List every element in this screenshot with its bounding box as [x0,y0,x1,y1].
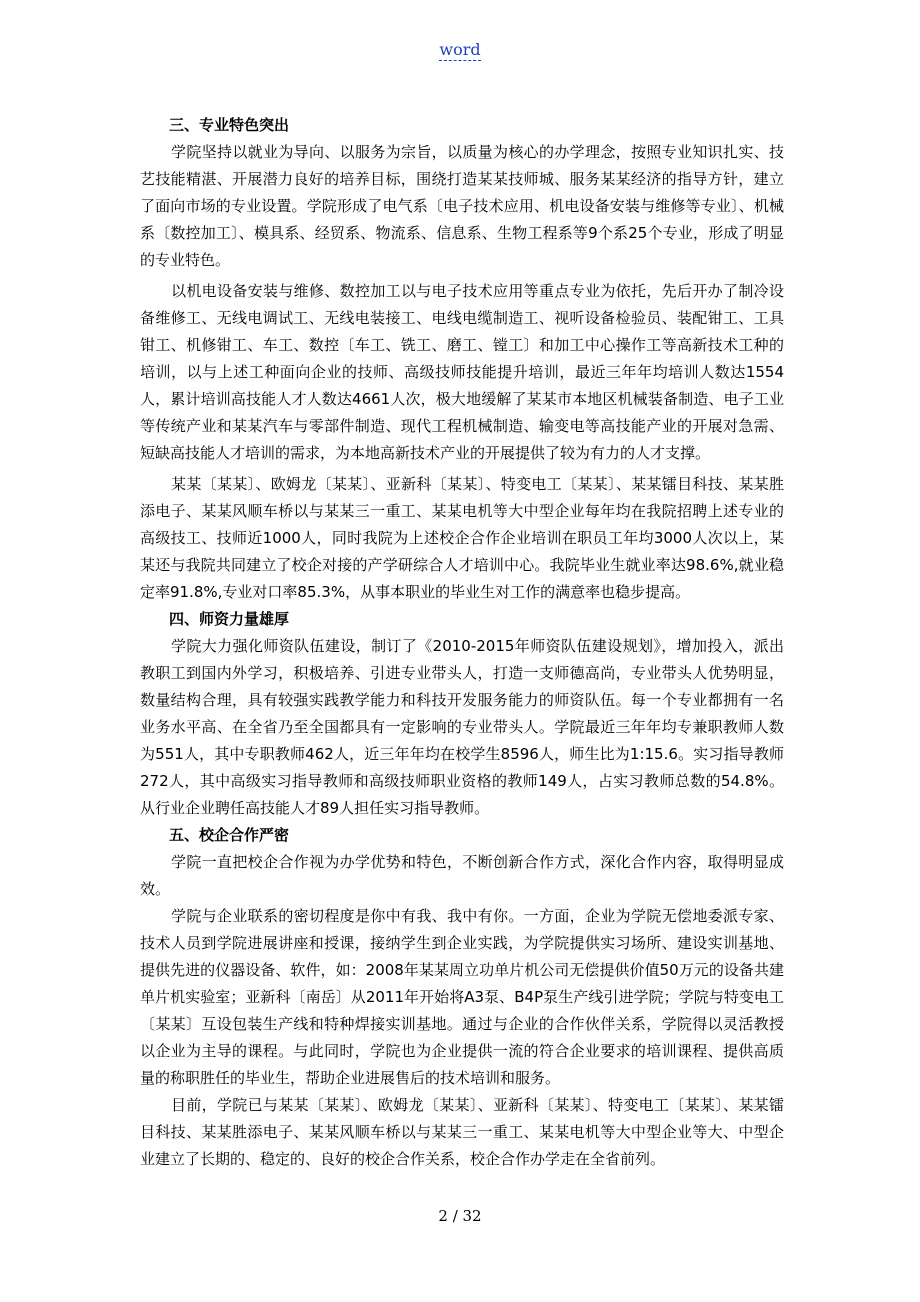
document-body [140,112,784,1173]
section-3 [140,112,784,606]
section-heading: 四、师资力量雄厚 [169,610,290,628]
page-header [0,40,920,59]
paragraph: 目前，学院已与某某〔某某〕、欧姆龙〔某某〕、亚新科〔某某〕、特变电工〔某某〕、某某镭目科技、某某胜添电子、某某风顺车桥以与某某三一重工、某某电机等大中型企业等大、中型企业建立了长期的、稳定的、良好的校企合作关系，校企合作办学走在全省前列。 [140,1096,784,1168]
page-footer [0,1207,920,1225]
header-link[interactable]: word [439,40,481,59]
section-4 [140,606,784,822]
total-pages: 32 [462,1207,482,1225]
page-separator: / [447,1207,463,1225]
page-number: 2 [438,1207,448,1225]
paragraph: 以机电设备安装与维修、数控加工以与电子技术应用等重点专业为依托，先后开办了制冷设备维修工、无线电调试工、无线电装接工、电线电缆制造工、视听设备检验员、装配钳工、工具钳工、机修钳工、车工、数控〔车工、铣工、磨工、镗工〕和加工中心操作工等高新技术工种的培训，以与上述工种面向企业的技师、高级技师技能提升培训，最近三年年均培训人数达1554人，累计培训高技能人才人数达4661人次，极大地缓解了某某市本地区机械装备制造、电子工业等传统产业和某某汽车与零部件制造、现代工程机械制造、输变电等高技能产业的开展对急需、短缺高技能人才培训的需求，为本地高新技术产业的开展提供了较为有力的人才支撑。 [140,282,784,462]
section-heading: 三、专业特色突出 [169,116,290,134]
paragraph: 学院大力强化师资队伍建设，制订了《2010-2015年师资队伍建设规划》，增加投入，派出教职工到国内外学习，积极培养、引进专业带头人，打造一支师德高尚，专业带头人优势明显，数量结构合理，具有较强实践教学能力和科技开发服务能力的师资队伍。每一个专业都拥有一名业务水平高、在全省乃至全国都具有一定影响的专业带头人。学院最近三年年均专兼职教师人数为551人，其中专职教师462人，近三年年均在校学生8596人，师生比为1:15.6。实习指导教师272人，其中高级实习指导教师和高级技师职业资格的教师149人，占实习教师总数的54.8%。从行业企业聘任高技能人才89人担任实习指导教师。 [140,637,784,817]
section-5 [140,822,784,1173]
paragraph: 学院坚持以就业为导向、以服务为宗旨，以质量为核心的办学理念，按照专业知识扎实、技艺技能精湛、开展潜力良好的培养目标，围绕打造某某技师城、服务某某经济的指导方针，建立了面向市场的专业设置。学院形成了电气系〔电子技术应用、机电设备安装与维修等专业〕、机械系〔数控加工〕、模具系、经贸系、物流系、信息系、生物工程系等9个系25个专业，形成了明显的专业特色。 [140,143,784,269]
paragraph: 学院与企业联系的密切程度是你中有我、我中有你。一方面，企业为学院无偿地委派专家、技术人员到学院进展讲座和授课，接纳学生到企业实践，为学院提供实习场所、建设实训基地、提供先进的仪器设备、软件，如：2008年某某周立功单片机公司无偿提供价值50万元的设备共建单片机实验室；亚新科〔南岳〕从2011年开始将A3泵、B4P泵生产线引进学院；学院与特变电工〔某某〕互设包装生产线和特种焊接实训基地。通过与企业的合作伙伴关系，学院得以灵活教授以企业为主导的课程。与此同时，学院也为企业提供一流的符合企业要求的培训课程、提供高质量的称职胜任的毕业生，帮助企业进展售后的技术培训和服务。 [140,907,784,1087]
section-heading: 五、校企合作严密 [169,826,290,844]
paragraph: 某某〔某某〕、欧姆龙〔某某〕、亚新科〔某某〕、特变电工〔某某〕、某某镭目科技、某某胜添电子、某某风顺车桥以与某某三一重工、某某电机等大中型企业每年均在我院招聘上述专业的高级技工、技师近1000人，同时我院为上述校企合作企业培训在职员工年均3000人次以上，某某还与我院共同建立了校企对接的产学研综合人才培训中心。我院毕业生就业率达98.6%,就业稳定率91.8%,专业对口率85.3%，从事本职业的毕业生对工作的满意率也稳步提高。 [140,475,784,601]
paragraph: 学院一直把校企合作视为办学优势和特色，不断创新合作方式，深化合作内容，取得明显成效。 [140,853,784,898]
